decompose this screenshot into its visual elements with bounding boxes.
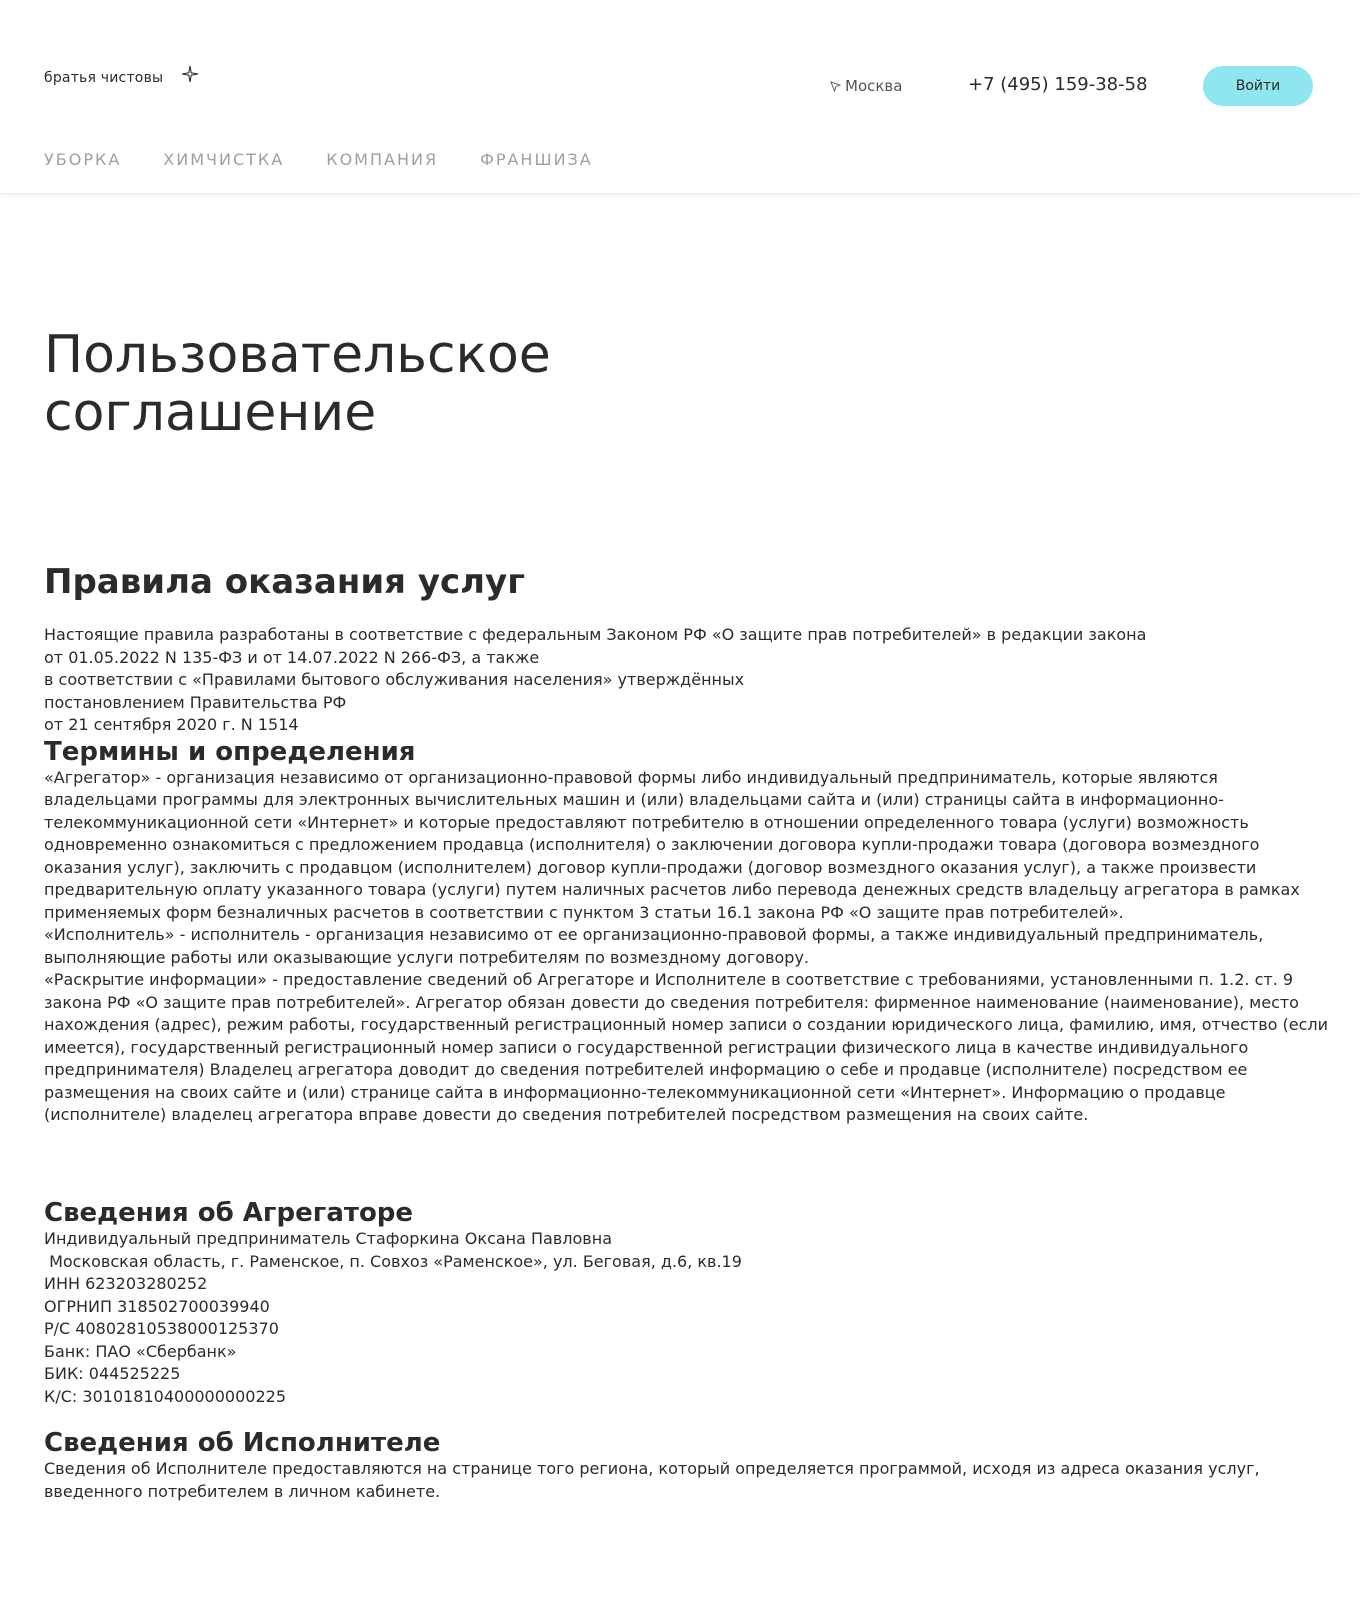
aggregator-block bbox=[44, 1198, 1334, 1408]
phone-link[interactable]: +7 (495) 159-38-58 bbox=[968, 74, 1148, 95]
intro-block bbox=[44, 624, 1334, 1127]
aggregator-inn: ИНН 623203280252 bbox=[44, 1274, 208, 1293]
aggregator-bank: Банк: ПАО «Сбербанк» bbox=[44, 1341, 237, 1361]
intro-text bbox=[44, 624, 1334, 737]
page-title bbox=[44, 326, 744, 442]
sparkle-icon bbox=[182, 66, 198, 82]
executor-block bbox=[44, 1428, 1334, 1503]
main-content bbox=[44, 325, 1334, 1501]
term-definition: «Агрегатор» - организация независимо от организационно-правовой формы либо индивидуальный предприниматель, которые являются владельцами программы для электронных вычислительных машин и (или) владельцами сайта и (или) страницы сайта в информационно-телекоммуникационной сети «Интернет» и которые предоставляют потребителю в отношении определенного товара (услуги) возможность одновременно ознакомиться с предложением продавца (исполнителя) о заключении договора купли-продажи товара (договора возмездного оказания услуг), заключить с продавцом (исполнителем) договор купли-продажи (договор возмездного оказания услуг), а также произвести предварительную оплату указанного товара (услуги) путем наличных расчетов либо перевода денежных средств владельцу агрегатора в рамках применяемых форм безналичных расчетов в соответствии с пунктом 3 статьи 16.1 закона РФ «О защите прав потребителей». bbox=[44, 767, 1300, 922]
executor-title: Сведения об Исполнителе bbox=[44, 1428, 441, 1458]
terms-title: Термины и определения bbox=[44, 736, 416, 767]
aggregator-ogrnip: ОГРНИП 318502700039940 bbox=[44, 1296, 270, 1316]
site-header bbox=[0, 0, 1360, 194]
nav-item-company[interactable]: КОМПАНИЯ bbox=[326, 150, 439, 169]
main-nav bbox=[44, 150, 593, 169]
intro-line: от 01.05.2022 N 135-ФЗ и от 14.07.2022 N 266-ФЗ, а также bbox=[44, 647, 540, 667]
intro-line: от 21 сентября 2020 г. N 1514 bbox=[44, 715, 299, 734]
intro-line: постановлением Правительства РФ bbox=[44, 692, 347, 712]
logo[interactable]: братья чистовы bbox=[44, 70, 164, 86]
executor-text: Сведения об Исполнителе предоставляются на странице того региона, который определяется программой, исходя из адреса оказания услуг, введенного потребителем в личном кабинете. bbox=[44, 1459, 1260, 1501]
city-selector[interactable] bbox=[830, 77, 902, 95]
nav-item-franchise[interactable]: ФРАНШИЗА bbox=[480, 150, 593, 169]
intro-line: в соответствии с «Правилами бытового обслуживания населения» утверждённых bbox=[44, 670, 745, 689]
aggregator-title: Сведения об Агрегаторе bbox=[44, 1198, 414, 1228]
location-arrow-icon bbox=[830, 81, 841, 92]
aggregator-bik: БИК: 044525225 bbox=[44, 1364, 181, 1383]
aggregator-address: Московская область, г. Раменское, п. Совхоз «Раменское», ул. Беговая, д.6, кв.19 bbox=[44, 1251, 742, 1271]
city-label: Москва bbox=[845, 77, 903, 95]
term-definition: «Раскрытие информации» - предоставление сведений об Агрегаторе и Исполнителе в соответствие с требованиями, установленными п. 1.2. ст. 9 закона РФ «О защите прав потребителей». Агрегатор обязан довести до сведения потребителя: фирменное наименование (наименование), место нахождения (адрес), режим работы, государственный регистрационный номер записи о создании юридического лица, фамилию, имя, отчество (если имеется), государственный регистрационный номер записи о государственной регистрации физического лица в качестве индивидуального предпринимателя) Владелец агрегатора доводит до сведения потребителей информацию о себе и продавце (исполнителе) посредством ее размещения на своих сайте и (или) странице сайта в информационно-телекоммуникационной сети «Интернет». Информацию о продавце (исполнителе) владелец агрегатора вправе довести до сведения потребителей посредством размещения на своих сайте. bbox=[44, 970, 1329, 1124]
aggregator-account: Р/С 40802810538000125370 bbox=[44, 1319, 279, 1338]
nav-item-dry-cleaning[interactable]: ХИМЧИСТКА bbox=[163, 150, 285, 169]
intro-line: Настоящие правила разработаны в соответствие с федеральным Законом РФ «О защите прав потребителей» в редакции закона bbox=[44, 625, 1147, 644]
login-button[interactable]: Войти bbox=[1203, 66, 1313, 106]
aggregator-name: Индивидуальный предприниматель Стафоркина Оксана Павловна bbox=[44, 1229, 612, 1248]
aggregator-corr-account: К/С: 30101810400000000225 bbox=[44, 1386, 286, 1406]
nav-item-cleaning[interactable]: УБОРКА bbox=[44, 150, 122, 169]
section-title: Правила оказания услуг bbox=[44, 562, 525, 602]
page-title-line-2: соглашение bbox=[44, 383, 377, 443]
aggregator-details bbox=[44, 1228, 1334, 1408]
terms-text bbox=[44, 767, 1334, 1127]
page-title-line-1: Пользовательское bbox=[44, 325, 551, 385]
term-definition: «Исполнитель» - исполнитель - организация независимо от ее организационно-правовой формы, а также индивидуальный предприниматель, выполняющие работы или оказывающие услуги потребителям по возмездному договору. bbox=[44, 925, 1264, 967]
